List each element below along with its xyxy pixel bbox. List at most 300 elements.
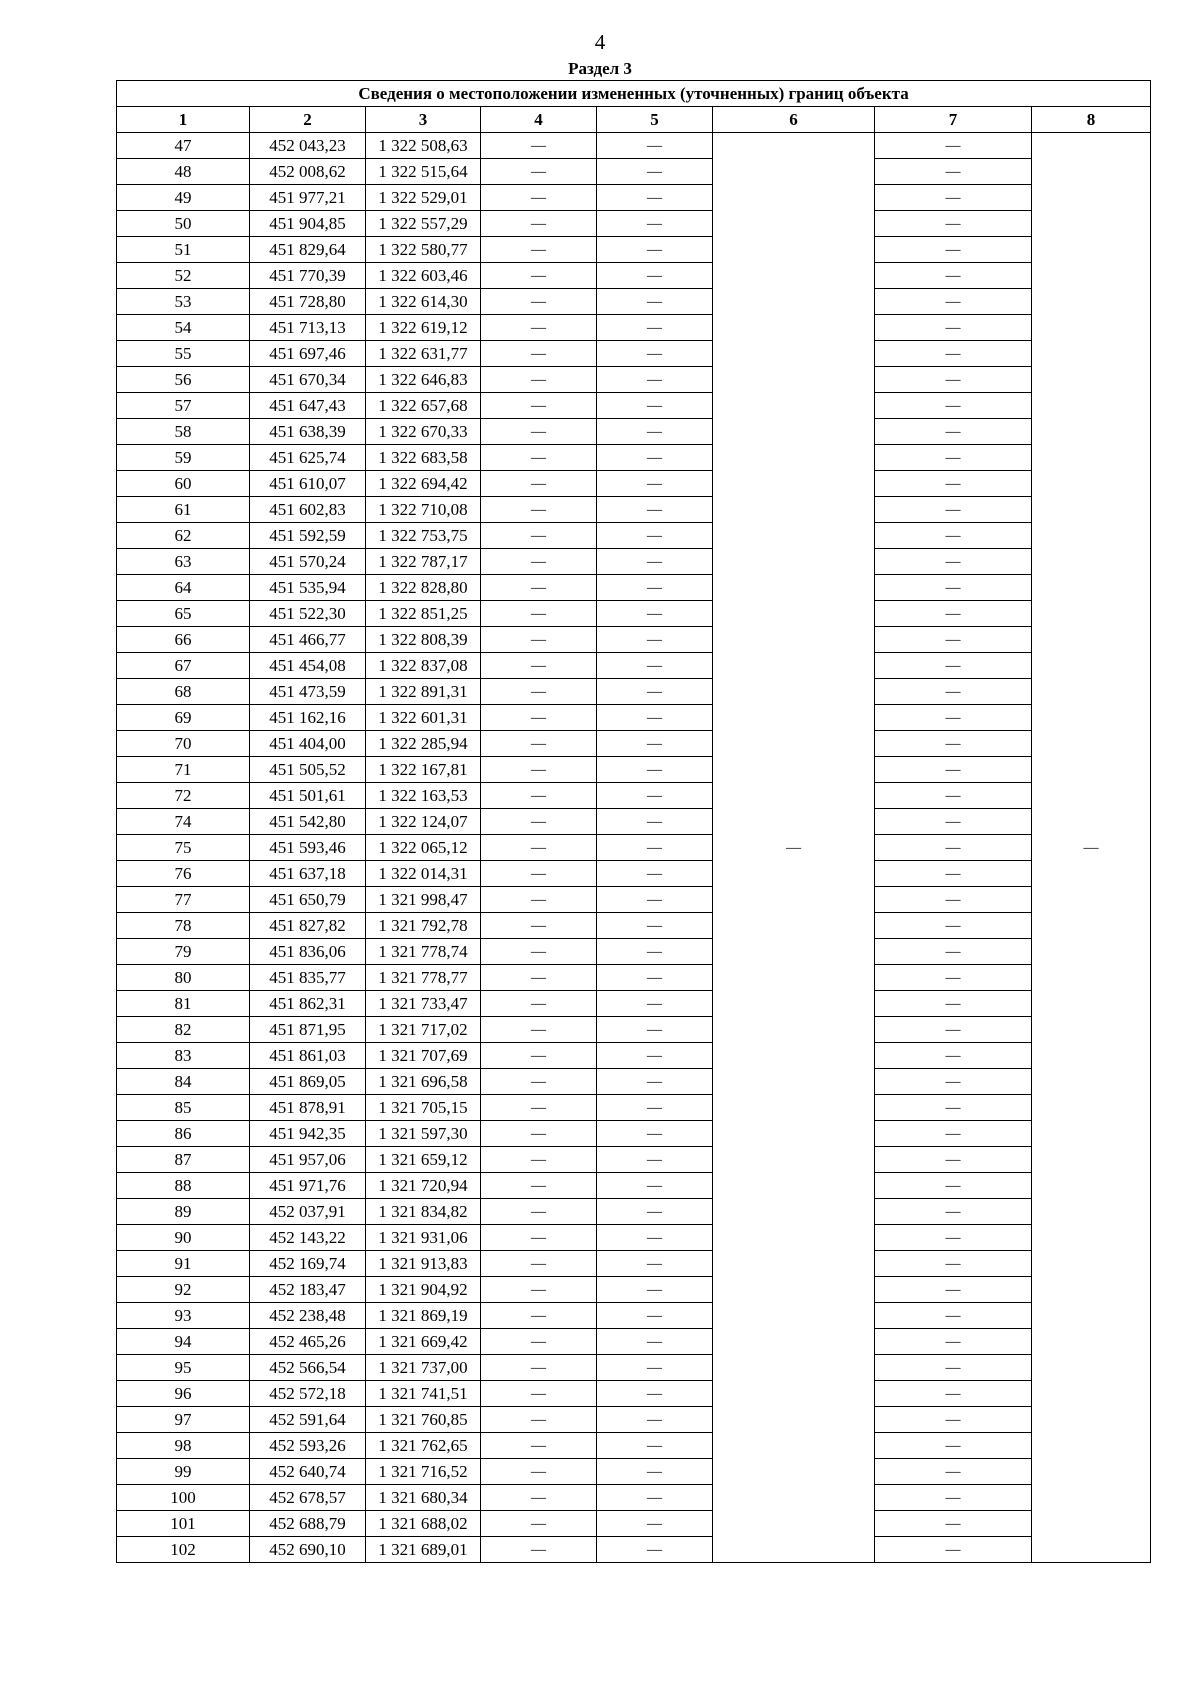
column-7-cell: —: [875, 471, 1032, 497]
point-number-cell: 49: [117, 185, 250, 211]
point-number-cell: 50: [117, 211, 250, 237]
y-coordinate-cell: 1 322 557,29: [366, 211, 481, 237]
x-coordinate-cell: 452 043,23: [250, 133, 366, 159]
column-7-cell: —: [875, 1147, 1032, 1173]
column-5-cell: —: [597, 627, 713, 653]
point-number-cell: 71: [117, 757, 250, 783]
table-row: [117, 835, 1151, 861]
column-4-cell: —: [481, 263, 597, 289]
column-7-cell: —: [875, 679, 1032, 705]
column-5-cell: —: [597, 1069, 713, 1095]
y-coordinate-cell: 1 322 683,58: [366, 445, 481, 471]
table-row: [117, 1407, 1151, 1433]
column-7-cell: —: [875, 835, 1032, 861]
x-coordinate-cell: 451 829,64: [250, 237, 366, 263]
y-coordinate-cell: 1 321 904,92: [366, 1277, 481, 1303]
point-number-cell: 53: [117, 289, 250, 315]
column-7-cell: —: [875, 159, 1032, 185]
column-4-cell: —: [481, 887, 597, 913]
point-number-cell: 86: [117, 1121, 250, 1147]
column-4-cell: —: [481, 1069, 597, 1095]
point-number-cell: 75: [117, 835, 250, 861]
y-coordinate-cell: 1 322 614,30: [366, 289, 481, 315]
x-coordinate-cell: 451 971,76: [250, 1173, 366, 1199]
y-coordinate-cell: 1 321 931,06: [366, 1225, 481, 1251]
column-4-cell: —: [481, 1017, 597, 1043]
x-coordinate-cell: 451 942,35: [250, 1121, 366, 1147]
x-coordinate-cell: 451 861,03: [250, 1043, 366, 1069]
x-coordinate-cell: 451 871,95: [250, 1017, 366, 1043]
column-4-cell: —: [481, 1433, 597, 1459]
x-coordinate-cell: 451 728,80: [250, 289, 366, 315]
point-number-cell: 101: [117, 1511, 250, 1537]
table-row: [117, 1017, 1151, 1043]
column-7-cell: —: [875, 861, 1032, 887]
table-row: [117, 861, 1151, 887]
column-5-cell: —: [597, 679, 713, 705]
point-number-cell: 48: [117, 159, 250, 185]
point-number-cell: 58: [117, 419, 250, 445]
y-coordinate-cell: 1 321 913,83: [366, 1251, 481, 1277]
column-5-cell: —: [597, 393, 713, 419]
table-body: [117, 133, 1151, 1563]
column-5-cell: —: [597, 523, 713, 549]
column-5-cell: —: [597, 1225, 713, 1251]
point-number-cell: 84: [117, 1069, 250, 1095]
column-5-cell: —: [597, 1199, 713, 1225]
column-5-cell: —: [597, 419, 713, 445]
column-7-cell: —: [875, 367, 1032, 393]
y-coordinate-cell: 1 321 998,47: [366, 887, 481, 913]
x-coordinate-cell: 451 869,05: [250, 1069, 366, 1095]
x-coordinate-cell: 452 169,74: [250, 1251, 366, 1277]
y-coordinate-cell: 1 321 707,69: [366, 1043, 481, 1069]
y-coordinate-cell: 1 321 792,78: [366, 913, 481, 939]
column-5-cell: —: [597, 835, 713, 861]
y-coordinate-cell: 1 322 808,39: [366, 627, 481, 653]
column-5-cell: —: [597, 1485, 713, 1511]
x-coordinate-cell: 451 904,85: [250, 211, 366, 237]
table-row: [117, 237, 1151, 263]
x-coordinate-cell: 452 688,79: [250, 1511, 366, 1537]
y-coordinate-cell: 1 322 837,08: [366, 653, 481, 679]
column-5-cell: —: [597, 575, 713, 601]
y-coordinate-cell: 1 322 529,01: [366, 185, 481, 211]
column-7-cell: —: [875, 1199, 1032, 1225]
column-header: 7: [875, 107, 1032, 133]
point-number-cell: 68: [117, 679, 250, 705]
x-coordinate-cell: 451 638,39: [250, 419, 366, 445]
column-7-cell: —: [875, 237, 1032, 263]
y-coordinate-cell: 1 322 065,12: [366, 835, 481, 861]
column-7-cell: —: [875, 913, 1032, 939]
table-row: [117, 341, 1151, 367]
table-row: [117, 497, 1151, 523]
point-number-cell: 97: [117, 1407, 250, 1433]
table-row: [117, 965, 1151, 991]
table-row: [117, 549, 1151, 575]
point-number-cell: 66: [117, 627, 250, 653]
table-row: [117, 1121, 1151, 1147]
column-7-cell: —: [875, 1303, 1032, 1329]
point-number-cell: 47: [117, 133, 250, 159]
column-7-cell: —: [875, 1485, 1032, 1511]
column-7-cell: —: [875, 939, 1032, 965]
column-7-cell: —: [875, 1251, 1032, 1277]
column-4-cell: —: [481, 497, 597, 523]
point-number-cell: 96: [117, 1381, 250, 1407]
column-7-cell: —: [875, 1095, 1032, 1121]
y-coordinate-cell: 1 322 646,83: [366, 367, 481, 393]
column-7-cell: —: [875, 185, 1032, 211]
table-row: [117, 1173, 1151, 1199]
x-coordinate-cell: 451 505,52: [250, 757, 366, 783]
column-5-cell: —: [597, 757, 713, 783]
column-5-cell: —: [597, 1277, 713, 1303]
point-number-cell: 56: [117, 367, 250, 393]
column-7-cell: —: [875, 809, 1032, 835]
x-coordinate-cell: 451 454,08: [250, 653, 366, 679]
column-5-cell: —: [597, 861, 713, 887]
table-row: [117, 1485, 1151, 1511]
column-header: 5: [597, 107, 713, 133]
point-number-cell: 81: [117, 991, 250, 1017]
column-7-cell: —: [875, 965, 1032, 991]
x-coordinate-cell: 452 572,18: [250, 1381, 366, 1407]
y-coordinate-cell: 1 321 705,15: [366, 1095, 481, 1121]
x-coordinate-cell: 452 690,10: [250, 1537, 366, 1563]
point-number-cell: 87: [117, 1147, 250, 1173]
table-row: [117, 1433, 1151, 1459]
column-7-cell: —: [875, 1355, 1032, 1381]
x-coordinate-cell: 451 625,74: [250, 445, 366, 471]
column-7-cell: —: [875, 757, 1032, 783]
column-7-cell: —: [875, 1043, 1032, 1069]
point-number-cell: 70: [117, 731, 250, 757]
column-5-cell: —: [597, 1355, 713, 1381]
y-coordinate-cell: 1 322 163,53: [366, 783, 481, 809]
column-4-cell: —: [481, 1147, 597, 1173]
point-number-cell: 78: [117, 913, 250, 939]
x-coordinate-cell: 452 465,26: [250, 1329, 366, 1355]
y-coordinate-cell: 1 321 688,02: [366, 1511, 481, 1537]
y-coordinate-cell: 1 322 508,63: [366, 133, 481, 159]
page-number: 4: [594, 30, 606, 54]
y-coordinate-cell: 1 322 787,17: [366, 549, 481, 575]
y-coordinate-cell: 1 321 680,34: [366, 1485, 481, 1511]
column-5-cell: —: [597, 1381, 713, 1407]
table-row: [117, 1147, 1151, 1173]
column-7-cell: —: [875, 263, 1032, 289]
x-coordinate-cell: 451 570,24: [250, 549, 366, 575]
column-7-cell: —: [875, 497, 1032, 523]
column-7-cell: —: [875, 1511, 1032, 1537]
column-4-cell: —: [481, 601, 597, 627]
column-4-cell: —: [481, 445, 597, 471]
y-coordinate-cell: 1 321 760,85: [366, 1407, 481, 1433]
column-7-cell: —: [875, 1459, 1032, 1485]
column-7-cell: —: [875, 653, 1032, 679]
x-coordinate-cell: 452 183,47: [250, 1277, 366, 1303]
y-coordinate-cell: 1 321 696,58: [366, 1069, 481, 1095]
column-4-cell: —: [481, 1355, 597, 1381]
point-number-cell: 99: [117, 1459, 250, 1485]
table-row: [117, 1069, 1151, 1095]
column-7-cell: —: [875, 627, 1032, 653]
table-row: [117, 991, 1151, 1017]
column-7-cell: —: [875, 1537, 1032, 1563]
column-8-merged-cell: —: [1032, 133, 1151, 1563]
y-coordinate-cell: 1 321 778,74: [366, 939, 481, 965]
y-coordinate-cell: 1 321 659,12: [366, 1147, 481, 1173]
column-4-cell: —: [481, 471, 597, 497]
y-coordinate-cell: 1 322 580,77: [366, 237, 481, 263]
table-row: [117, 887, 1151, 913]
x-coordinate-cell: 451 535,94: [250, 575, 366, 601]
point-number-cell: 69: [117, 705, 250, 731]
table-row: [117, 913, 1151, 939]
x-coordinate-cell: 451 770,39: [250, 263, 366, 289]
column-5-cell: —: [597, 1433, 713, 1459]
column-4-cell: —: [481, 731, 597, 757]
column-4-cell: —: [481, 367, 597, 393]
column-4-cell: —: [481, 1199, 597, 1225]
table-row: [117, 575, 1151, 601]
y-coordinate-cell: 1 322 710,08: [366, 497, 481, 523]
column-7-cell: —: [875, 1329, 1032, 1355]
x-coordinate-cell: 451 602,83: [250, 497, 366, 523]
point-number-cell: 72: [117, 783, 250, 809]
column-header: 4: [481, 107, 597, 133]
table-row: [117, 1511, 1151, 1537]
column-4-cell: —: [481, 185, 597, 211]
point-number-cell: 93: [117, 1303, 250, 1329]
column-4-cell: —: [481, 237, 597, 263]
y-coordinate-cell: 1 322 631,77: [366, 341, 481, 367]
column-4-cell: —: [481, 835, 597, 861]
table-row: [117, 445, 1151, 471]
column-5-cell: —: [597, 497, 713, 523]
table-row: [117, 1225, 1151, 1251]
column-5-cell: —: [597, 315, 713, 341]
point-number-cell: 82: [117, 1017, 250, 1043]
y-coordinate-cell: 1 322 167,81: [366, 757, 481, 783]
column-5-cell: —: [597, 1537, 713, 1563]
table-row: [117, 783, 1151, 809]
column-5-cell: —: [597, 809, 713, 835]
y-coordinate-cell: 1 321 733,47: [366, 991, 481, 1017]
column-4-cell: —: [481, 679, 597, 705]
column-5-cell: —: [597, 341, 713, 367]
x-coordinate-cell: 451 542,80: [250, 809, 366, 835]
column-4-cell: —: [481, 1173, 597, 1199]
column-5-cell: —: [597, 289, 713, 315]
column-5-cell: —: [597, 445, 713, 471]
x-coordinate-cell: 451 713,13: [250, 315, 366, 341]
column-5-cell: —: [597, 601, 713, 627]
column-5-cell: —: [597, 1147, 713, 1173]
point-number-cell: 85: [117, 1095, 250, 1121]
y-coordinate-cell: 1 322 124,07: [366, 809, 481, 835]
column-5-cell: —: [597, 1511, 713, 1537]
column-5-cell: —: [597, 1329, 713, 1355]
point-number-cell: 100: [117, 1485, 250, 1511]
point-number-cell: 62: [117, 523, 250, 549]
column-5-cell: —: [597, 913, 713, 939]
column-4-cell: —: [481, 1095, 597, 1121]
x-coordinate-cell: 451 637,18: [250, 861, 366, 887]
column-7-cell: —: [875, 887, 1032, 913]
column-4-cell: —: [481, 1121, 597, 1147]
column-5-cell: —: [597, 991, 713, 1017]
table-row: [117, 263, 1151, 289]
point-number-cell: 95: [117, 1355, 250, 1381]
table-row: [117, 393, 1151, 419]
x-coordinate-cell: 451 162,16: [250, 705, 366, 731]
column-4-cell: —: [481, 315, 597, 341]
column-7-cell: —: [875, 419, 1032, 445]
column-4-cell: —: [481, 393, 597, 419]
table-row: [117, 133, 1151, 159]
x-coordinate-cell: 451 522,30: [250, 601, 366, 627]
column-header: 1: [117, 107, 250, 133]
column-7-cell: —: [875, 341, 1032, 367]
boundary-coordinates-table: [116, 80, 1151, 1563]
table-row: [117, 1459, 1151, 1485]
column-7-cell: —: [875, 1381, 1032, 1407]
x-coordinate-cell: 451 501,61: [250, 783, 366, 809]
table-row: [117, 471, 1151, 497]
column-5-cell: —: [597, 1017, 713, 1043]
column-7-cell: —: [875, 1069, 1032, 1095]
column-7-cell: —: [875, 523, 1032, 549]
column-4-cell: —: [481, 1511, 597, 1537]
column-4-cell: —: [481, 549, 597, 575]
column-4-cell: —: [481, 1277, 597, 1303]
x-coordinate-cell: 451 827,82: [250, 913, 366, 939]
table-row: [117, 1381, 1151, 1407]
column-5-cell: —: [597, 367, 713, 393]
y-coordinate-cell: 1 321 717,02: [366, 1017, 481, 1043]
point-number-cell: 65: [117, 601, 250, 627]
column-5-cell: —: [597, 1459, 713, 1485]
x-coordinate-cell: 451 593,46: [250, 835, 366, 861]
table-row: [117, 367, 1151, 393]
column-5-cell: —: [597, 237, 713, 263]
table-row: [117, 939, 1151, 965]
y-coordinate-cell: 1 322 603,46: [366, 263, 481, 289]
x-coordinate-cell: 452 143,22: [250, 1225, 366, 1251]
column-5-cell: —: [597, 1303, 713, 1329]
y-coordinate-cell: 1 321 669,42: [366, 1329, 481, 1355]
column-4-cell: —: [481, 1381, 597, 1407]
point-number-cell: 89: [117, 1199, 250, 1225]
y-coordinate-cell: 1 322 619,12: [366, 315, 481, 341]
column-4-cell: —: [481, 1329, 597, 1355]
column-4-cell: —: [481, 159, 597, 185]
column-7-cell: —: [875, 1121, 1032, 1147]
column-6-merged-cell: —: [713, 133, 875, 1563]
column-7-cell: —: [875, 1433, 1032, 1459]
point-number-cell: 52: [117, 263, 250, 289]
column-7-cell: —: [875, 705, 1032, 731]
column-header: 8: [1032, 107, 1151, 133]
x-coordinate-cell: 452 566,54: [250, 1355, 366, 1381]
column-5-cell: —: [597, 705, 713, 731]
column-4-cell: —: [481, 653, 597, 679]
point-number-cell: 51: [117, 237, 250, 263]
table-row: [117, 315, 1151, 341]
y-coordinate-cell: 1 321 716,52: [366, 1459, 481, 1485]
column-4-cell: —: [481, 1043, 597, 1069]
column-7-cell: —: [875, 575, 1032, 601]
column-4-cell: —: [481, 783, 597, 809]
y-coordinate-cell: 1 321 762,65: [366, 1433, 481, 1459]
column-header: 2: [250, 107, 366, 133]
table-row: [117, 1251, 1151, 1277]
y-coordinate-cell: 1 321 689,01: [366, 1537, 481, 1563]
x-coordinate-cell: 452 678,57: [250, 1485, 366, 1511]
x-coordinate-cell: 452 593,26: [250, 1433, 366, 1459]
column-4-cell: —: [481, 1407, 597, 1433]
y-coordinate-cell: 1 322 851,25: [366, 601, 481, 627]
table-row: [117, 809, 1151, 835]
point-number-cell: 83: [117, 1043, 250, 1069]
column-4-cell: —: [481, 809, 597, 835]
x-coordinate-cell: 451 466,77: [250, 627, 366, 653]
point-number-cell: 74: [117, 809, 250, 835]
table-row: [117, 159, 1151, 185]
point-number-cell: 63: [117, 549, 250, 575]
table-row: [117, 731, 1151, 757]
column-5-cell: —: [597, 133, 713, 159]
column-header: 3: [366, 107, 481, 133]
column-4-cell: —: [481, 757, 597, 783]
point-number-cell: 80: [117, 965, 250, 991]
point-number-cell: 88: [117, 1173, 250, 1199]
column-5-cell: —: [597, 1095, 713, 1121]
column-4-cell: —: [481, 289, 597, 315]
table-row: [117, 1043, 1151, 1069]
column-7-cell: —: [875, 211, 1032, 237]
y-coordinate-cell: 1 321 778,77: [366, 965, 481, 991]
column-4-cell: —: [481, 1459, 597, 1485]
column-5-cell: —: [597, 783, 713, 809]
x-coordinate-cell: 451 610,07: [250, 471, 366, 497]
column-4-cell: —: [481, 523, 597, 549]
point-number-cell: 60: [117, 471, 250, 497]
x-coordinate-cell: 451 592,59: [250, 523, 366, 549]
x-coordinate-cell: 452 238,48: [250, 1303, 366, 1329]
x-coordinate-cell: 452 037,91: [250, 1199, 366, 1225]
column-4-cell: —: [481, 1485, 597, 1511]
column-7-cell: —: [875, 1277, 1032, 1303]
y-coordinate-cell: 1 322 285,94: [366, 731, 481, 757]
column-5-cell: —: [597, 1251, 713, 1277]
table-row: [117, 523, 1151, 549]
point-number-cell: 92: [117, 1277, 250, 1303]
table-row: [117, 679, 1151, 705]
y-coordinate-cell: 1 322 694,42: [366, 471, 481, 497]
y-coordinate-cell: 1 322 828,80: [366, 575, 481, 601]
column-7-cell: —: [875, 393, 1032, 419]
x-coordinate-cell: 451 836,06: [250, 939, 366, 965]
x-coordinate-cell: 451 473,59: [250, 679, 366, 705]
y-coordinate-cell: 1 322 753,75: [366, 523, 481, 549]
column-4-cell: —: [481, 575, 597, 601]
point-number-cell: 57: [117, 393, 250, 419]
column-7-cell: —: [875, 783, 1032, 809]
